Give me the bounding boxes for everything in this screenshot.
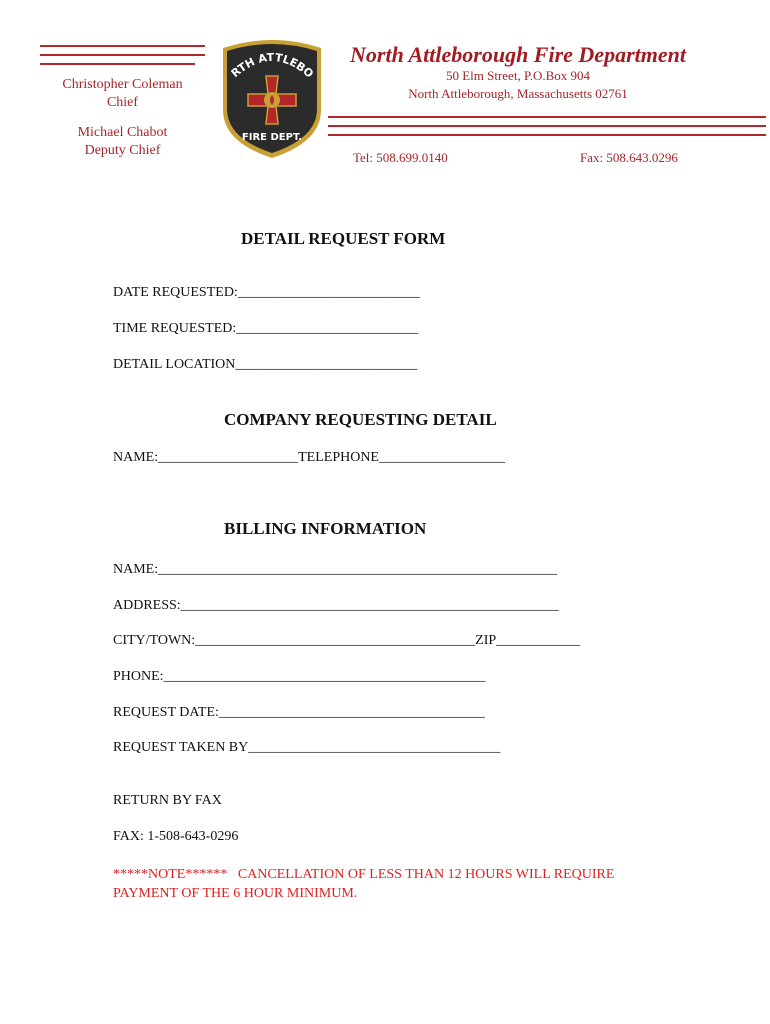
badge-shield-icon — [213, 38, 331, 160]
time-requested-field[interactable]: TIME REQUESTED:__________________________ — [113, 321, 419, 336]
header-rule-right-2 — [328, 125, 766, 127]
request-taken-by-field[interactable]: REQUEST TAKEN BY____________________________________ — [113, 740, 501, 755]
billing-address-field[interactable]: ADDRESS:______________________________________________________ — [113, 598, 559, 613]
address-line-1: 50 Elm Street, P.O.Box 904 — [445, 68, 591, 83]
chief-title: Chief — [106, 95, 139, 110]
chief-name: Christopher Coleman — [62, 77, 183, 92]
header-rule-left-1 — [40, 45, 205, 47]
department-title: North Attleborough Fire Department — [350, 42, 686, 67]
billing-heading: BILLING INFORMATION — [224, 519, 427, 538]
date-requested-field[interactable]: DATE REQUESTED:__________________________ — [113, 285, 420, 300]
fax-number-header: Fax: 508.643.0296 — [580, 150, 678, 165]
header-rule-right-1 — [328, 116, 766, 118]
badge-bottom-text: FIRE DEPT. — [241, 132, 303, 143]
return-by-fax: RETURN BY FAX — [113, 793, 222, 808]
chief-block — [40, 76, 205, 112]
header-rule-left-2 — [40, 54, 205, 56]
telephone-number: Tel: 508.699.0140 — [353, 150, 448, 165]
company-heading: COMPANY REQUESTING DETAIL — [224, 410, 497, 429]
billing-name-field[interactable]: NAME:_________________________________________________________ — [113, 562, 558, 577]
badge-top-text: RTH ATTLEBO — [228, 50, 316, 81]
form-title: DETAIL REQUEST FORM — [241, 229, 446, 248]
header-rule-right-3 — [328, 134, 766, 136]
deputy-block — [40, 124, 205, 160]
address-line-2: North Attleborough, Massachusetts 02761 — [408, 86, 628, 101]
deputy-name: Michael Chabot — [77, 125, 168, 140]
billing-city-zip-field[interactable]: CITY/TOWN:________________________________________ZIP____________ — [113, 633, 581, 648]
return-fax-number: FAX: 1-508-643-0296 — [113, 829, 239, 844]
request-date-field[interactable]: REQUEST DATE:______________________________________ — [113, 705, 485, 720]
note-line-2: PAYMENT OF THE 6 HOUR MINIMUM. — [113, 886, 358, 901]
cancellation-note — [113, 865, 713, 903]
address-block — [338, 67, 698, 103]
fire-dept-badge — [213, 38, 331, 160]
company-name-telephone-field[interactable]: NAME:____________________TELEPHONE__________________ — [113, 450, 505, 465]
deputy-title: Deputy Chief — [84, 143, 161, 158]
header-rule-left-3 — [40, 63, 195, 65]
note-line-1: *****NOTE****** CANCELLATION OF LESS THAN 12 HOURS WILL REQUIRE — [113, 867, 615, 882]
billing-phone-field[interactable]: PHONE:______________________________________________ — [113, 669, 486, 684]
detail-location-field[interactable]: DETAIL LOCATION__________________________ — [113, 357, 418, 372]
